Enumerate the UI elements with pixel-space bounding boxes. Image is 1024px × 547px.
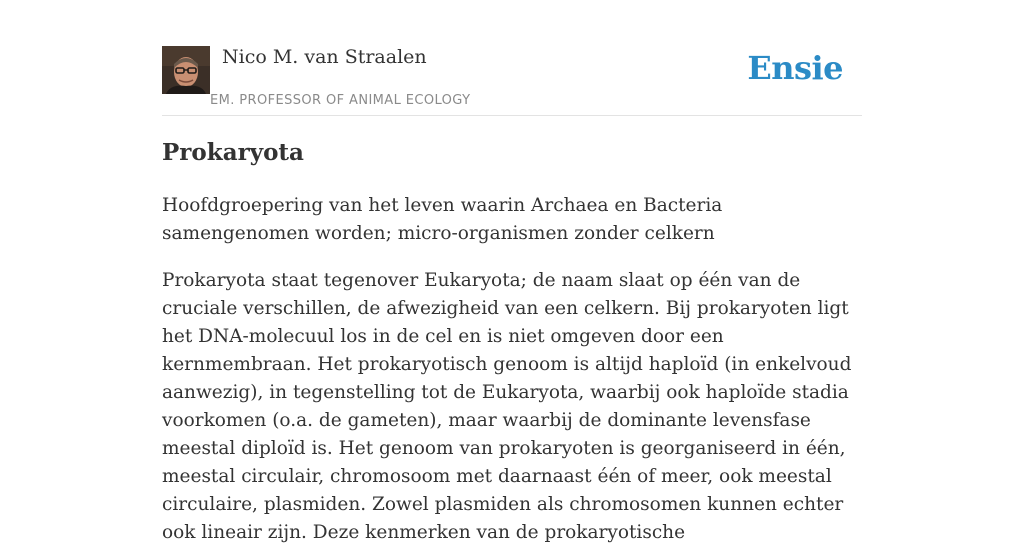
page-title: Prokaryota	[162, 139, 304, 166]
ensie-logo[interactable]: Ensie	[747, 49, 843, 87]
page-header	[162, 46, 862, 116]
article-body: Prokaryota staat tegenover Eukaryota; de naam slaat op één van de cruciale verschillen, de afwezigheid van een celkern. Bij prokaryoten ligt het DNA-molecuul los in de cel en is niet omgeven door een kernmembraan. Het prokaryotisch genoom is altijd haploïd (in enkelvoud aanwezig), in tegenstelling tot de Eukaryota, waarbij ook haploïde stadia voorkomen (o.a. de gameten), maar waarbij de dominante levensfase meestal diploïd is. Het genoom van prokaryoten is georganiseerd in één, meestal circulair, chromosoom met daarnaast één of meer, ook meestal circulaire, plasmiden. Zowel plasmiden als chromosomen kunnen echter ook lineair zijn. Deze kenmerken van de prokaryotische	[162, 270, 852, 543]
author-avatar[interactable]	[162, 46, 210, 94]
author-role: EM. PROFESSOR OF ANIMAL ECOLOGY	[210, 93, 471, 108]
author-name[interactable]: Nico M. van Straalen	[222, 46, 427, 68]
author-photo-icon	[162, 46, 210, 94]
article-summary: Hoofdgroepering van het leven waarin Archaea en Bacteria samengenomen worden; micro-organismen zonder celkern	[162, 195, 723, 244]
